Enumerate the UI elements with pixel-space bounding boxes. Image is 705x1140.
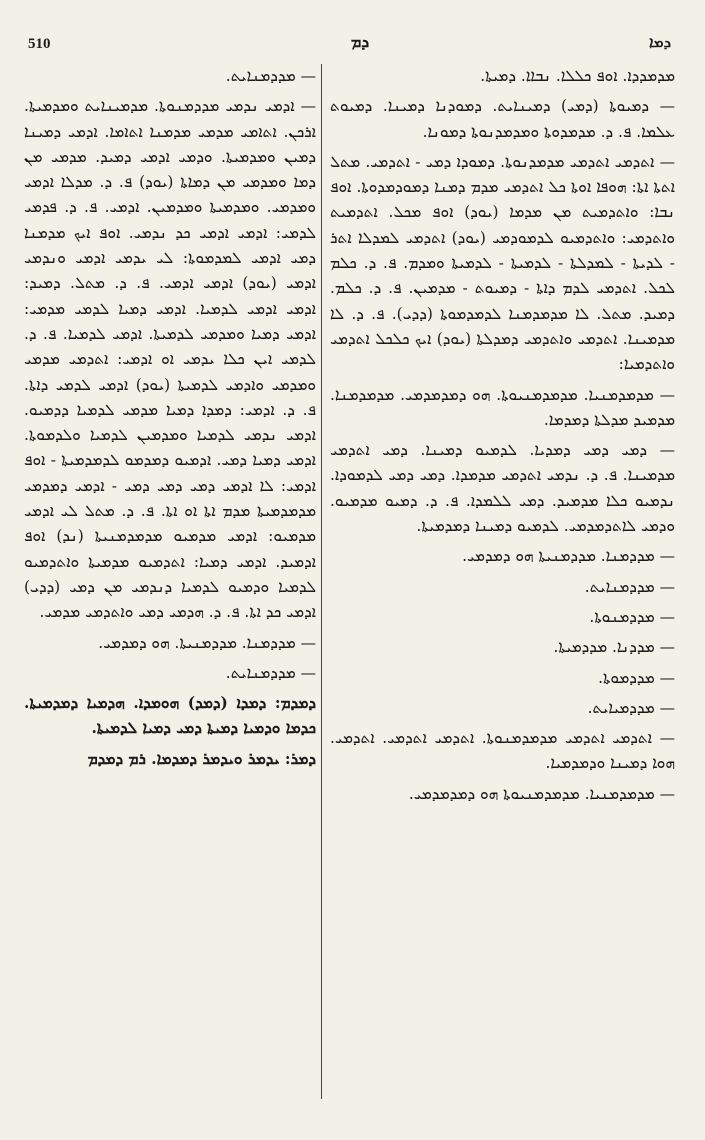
dictionary-entry: — ܡܕܕܡܢܐ. ܡܕܕܡܢܝܬܐ. ܗܘ ܕܡܕܡܝ. bbox=[98, 633, 316, 652]
headword-entry: ܕܡܪ: ܝܕܡܪ ܘܝܕܡܪ ܕܡܕܡܐ. ܪܡ ܕܡܕܡ bbox=[87, 749, 316, 768]
dictionary-entry: — ܡܕܕܡܢܐܝܬ. bbox=[225, 67, 316, 85]
dictionary-entry: — ܡܕܡܕܡܢܝܐ. ܡܕܡܕܡܢܝܘܬܐ ܗܘ ܕܡܕܡܕܡܝ. bbox=[408, 784, 675, 803]
dictionary-entry: — ܡܕܕܡܢܐܝܬ. bbox=[225, 663, 316, 682]
dictionary-entry: — ܐܬܕܡܝ ܐܬܕܡܝ ܡܕܡܕܡܢܘܬܐ. ܐܬܕܡܝ ܐܬܕܡܝ. ܐܬܕܡܝ. ܗܘܐ ܕܡܝܢܐ ܘܕܡܕܡܝܐ. bbox=[330, 729, 675, 773]
dictionary-entry: — ܡܕܕܡܘܬܐ. bbox=[598, 668, 675, 687]
dictionary-entry: — ܡܕܕܡܢܘܬܐ. bbox=[589, 607, 675, 626]
page-number: 510 bbox=[28, 36, 51, 52]
dictionary-entry: — ܡܕܕܡܢܐ. ܡܕܕܡܢܝܬܐ ܗܘ ܕܡܕܡܝ. bbox=[462, 547, 675, 566]
dictionary-entry: — ܡܕܕܢܐ. ܡܕܕܡܝܬܐ. bbox=[553, 638, 675, 657]
running-head: ܕܡ bbox=[350, 32, 370, 51]
dictionary-entry: — ܡܕܕܡܝܐܝܬ. bbox=[587, 698, 675, 717]
dictionary-entry: — ܕܡܝܘܬܐ (ܕܡܝ) ܕܡܝܢܐܝܬ. ܕܡܘܕܢܐ ܕܡܝܢܐ. ܕܡܝܘܬ ܥܠܡܐ. ܦ. ܕ. ܡܕܡܕܘܬܐ ܘܡܕܡܕܢܘܬܐ ܕܡܘܢܐ. bbox=[330, 97, 675, 141]
dictionary-entry: — ܡܕܕܡܢܐܝܬ. bbox=[584, 577, 675, 596]
dictionary-entry: — ܕܡܝ ܕܡܝ ܕܡܕܝܐ. ܠܕܡܝܘ ܕܡܝܢܐ. ܕܡܝ ܐܬܕܡܝ ܡܕܡܝܢܐ. ܦ. ܕ. ܢܕܡܝ ܐܬܕܡܝ ܡܕܡܕܐ. ܕܡܝ ܕܡܝ ܠܕܡܘܕܐ. ܢܕܡܝܘ ܟܠܐ ܡܕܡܝܕ. ܕܡܝ ܠܠܡܕܐ. ܦ. ܕ. ܕܡܝܘ ܡܕܡܝܘ. ܘܕܡܝ ܠܐܬܕܡܕܡܝ. ܠܕܡܝܘ ܕܡܝܢܐ ܕܡܕܡܝܬܐ. bbox=[330, 441, 675, 536]
column-divider bbox=[321, 64, 322, 1099]
right-column bbox=[330, 64, 675, 1099]
left-column bbox=[24, 64, 316, 1099]
dictionary-entry: — ܐܕܡܝ ܢܕܡܝ ܡܕܕܡܢܘܬܐ. ܡܕܡܝܢܐܝܬ ܘܡܕܡܝܬܐ. ܐܪܟܢ. ܐܬܐܡܝ ܡܕܡܝ ܡܕܡܢܐ ܐܬܐܡܐ. ܐܕܡܝ ܕܡܝܢܐ ܕܡܝܢ ܘܡܕܡܝܬܐ. ܘܕܡܝ ܐܕܡܝ ܕܡܝܕ. ܡܕܡܝ ܡܢ ܕܡܐ ܘܡܕܡܝ ܡܢ ܕܡܐܬܐ (ܝܘܕ) ܦ. ܕ. ܡܕܠܐ ܐܕܡܝ ܘܡܕܡܝ. ܘܡܕܡܝܬܐ ܘܡܕܡܝܢ. ܐܕܡܝ. ܦ. ܕ. ܦܕܡܝ ܠܕܡܝ: ܐܕܡܝ ܐܕܡܝ ܟܕ ܢܕܡܝ. ܐܘܦ ܐܝܟ ܡܕܡܢܐ ܕܡܝ ܐܕܡܝ ܠܡܕܡܘܬܐ: ܠܝ ܝܕܡܝ ܐܕܡܝ ܘܢܕܡܝ ܐܕܡܝ (ܝܘܕ) ܐܕܡܝ ܐܕܡܝ. ܦ. ܕ. ܡܬܠ. ܕܡܝܕ: ܐܕܡܝ ܐܕܡܝ ܠܕܡܝܐ. ܐܕܡܝ ܕܡܝܐ ܠܕܡܝ ܡܕܡܝ: ܐܕܡܝ ܕܡܝܐ ܘܡܕܡܝ ܠܕܡܝܬܐ. ܐܕܡܝ ܠܕܡܝܐ. ܦ. ܕ. ܠܕܡܝ ܐܝܢ ܟܠܐ ܝܕܡܝ ܐܘ ܐܕܡܝ: ܐܬܕܡܝ ܡܕܡܝ ܘܡܕܡܝ ܘܐܕܡܝ ܠܕܡܝܬܐ (ܝܘܕ) ܐܕܡܝ ܠܕܡܝ ܕܐܬܐ. ܦ. ܕ. ܐܕܡܝ: ܕܡܕܐ ܕܡܝܐ ܡܕܡܝ ܠܕܡܝܐ ܕܕܡܝܘ. ܐܕܡܝ ܢܕܡܝ ܠܕܡܝܐ ܘܡܕܡܝܢ ܠܕܡܝܐ ܘܠܕܡܘܬܐ. ܐܕܡܝ ܕܡܝܐ ܕܡܝ. ܐܕܡܝܘ ܕܡܕܡܘ ܠܕܡܕܡܝܬܐ - ܐܘܦ ܐܕܡܝ: ܠܐ ܐܕܡܝ ܕܡܝ ܕܡܝ ܕܡܝ - ܐܕܡܝ ܕܡܕܡܝ ܡܕܡܕܡܝܬܐ ܡܕܡ ܐܬܐ ܐܘ ܐܬܐ. ܦ. ܕ. ܡܬܠ ܠܝ ܐܕܡܝ ܡܕܡܝܘ: ܐܕܡܝ ܡܕܡܝܘ ܡܕܡܕܡܢܝܬܐ (ܢܕ) ܐܘܦ ܐܕܡܝܕ. ܐܕܡܝ ܕܡܝܐ: ܐܬܕܡܝܘ ܡܕܡܝܬܐ ܘܐܬܕܡܝܘ ܠܕܡܝܐ ܘܕܡܝܘ ܠܕܡܝܐ ܕܢܕܡܝ ܡܢ ܕܡܝ (ܕܕܝ) ܐܕܡܝ ܟܕ ܐܬܐ. ܦ. ܕ. ܗܕܡܝ ܕܡܝ ܘܐܬܕܡܝ ܡܕܡܝ. bbox=[24, 97, 316, 622]
dictionary-entry: ܡܕܡܕܕܐ. ܐܘܦ ܟܠܠܐ. ܢܒܐܐ. ܕܡܝܬܐ. bbox=[480, 67, 675, 85]
dictionary-entry: — ܡܕܡܕܡܢܝܐ. ܡܕܡܕܡܢܝܘܬܐ. ܗܘ ܕܡܕܡܕܡܝ. ܡܕܡܕܡܢܐ. ܡܕܡܝܕ ܡܕܠܬܐ ܕܡܕܡܐ. bbox=[330, 385, 675, 429]
running-title: ܕܡܐ bbox=[649, 33, 671, 51]
dictionary-entry: — ܐܬܕܡܝ ܐܬܕܡܝ ܡܕܡܕܢܘܬܐ. ܕܡܘܕܐ ܕܡܝ - ܐܬܕܡܝ. ܡܬܠ ܐܬܬܐ ܐܬܐ: ܗܘܦܐ ܐܘܬܐ ܟܠ ܐܬܕܡܝ ܡܕܡ ܕܡܢܐ ܕܡܘܕܡܕܘܬܐ. ܐܘܦ ܢܒܐ: ܘܐܬܕܡܝܬ ܡܢ ܡܕܡܐ (ܝܘܕ) ܐܘܦ ܡܟܠ. ܐܬܕܡܝܬ ܘܐܬܕܡܝ: ܘܐܬܕܡܝܘ ܠܕܡܘܕܡܝ (ܝܘܕ) ܐܬܕܡܝ ܠܡܕܠܐ ܐܬܪ - ܠܕܝܬܐ - ܠܡܕܠܬܐ - ܠܕܡܝܬܐ - ܠܕܡܝܬܐ ܘܡܕܡ. ܦ. ܕ. ܟܠܡ ܠܟܠ. ܐܬܕܡܝ ܠܕܡ ܕܐܬܐ - ܕܡܝܘܬ - ܡܕܡܝܢ. ܦ. ܕ. ܟܠܡ. ܕܡܝܕ. ܡܬܠ. ܠܐ ܡܕܡܕܡܢܐ ܠܕܡܕܡܘܬܐ (ܕܕܝ). ܦ. ܕ. ܠܐ ܡܕܡܝܢܐ. ܐܬܕܡܝ ܘܐܬܕܡܝ ܕܡܕܠܬܐ (ܝܘܕ) ܐܝܟ ܟܠܟܠ ܐܬܕܡܝ ܘܐܬܕܡܝܐ: bbox=[330, 152, 675, 374]
headword-entry: ܕܡܕܡ: ܕܡܕܐ (ܕܡܕ) ܗܘܡܕܐ. ܗܕܡܝܐ ܕܡܕܡܝܬܐ. ܟܕܡܐ ܘܕܡܝܐ ܕܡܝܬܐ ܕܡܝ ܕܡܝܐ ܠܕܡܝܬܐ. bbox=[24, 694, 316, 738]
